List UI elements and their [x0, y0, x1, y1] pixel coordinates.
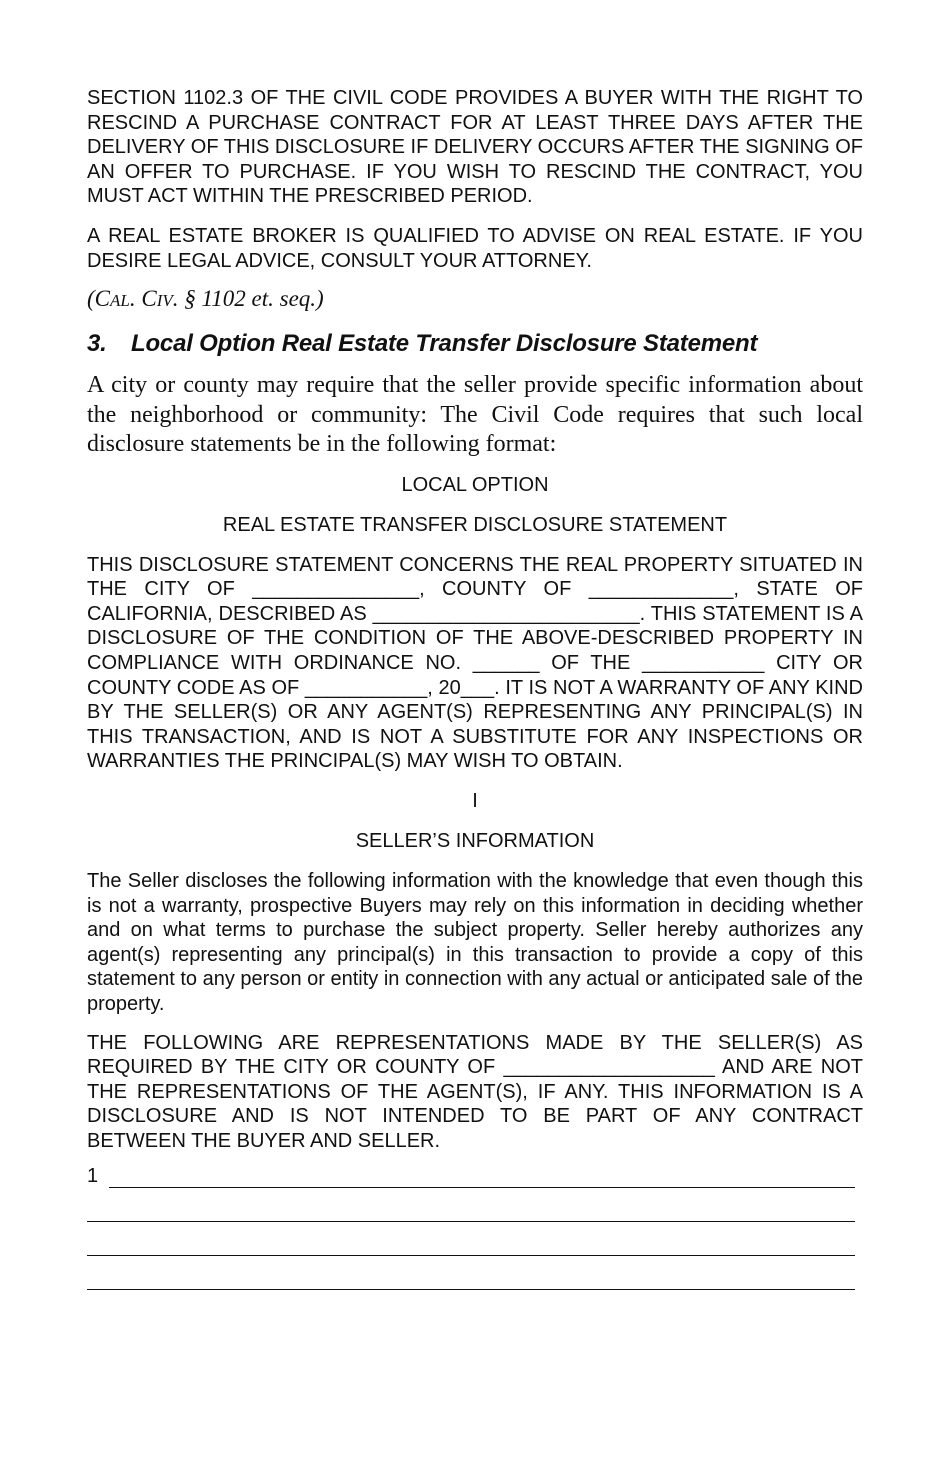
answer-rule[interactable] — [87, 1201, 855, 1222]
citation-smallcaps-iv: IV — [156, 291, 173, 311]
answer-line-3[interactable] — [87, 1232, 863, 1256]
answer-rule[interactable] — [87, 1235, 855, 1256]
seller-disclosure-paragraph: The Seller discloses the following information with the knowledge that even though this is not a warranty, prospective Buyers may rely on this information in deciding whether and on what terms to purchase the subject property. Seller hereby authorizes any agent(s) representing any principal(s) in this transaction to provide a copy of this statement to any person or entity in connection with any actual or anticipated sale of the property. — [87, 870, 864, 1016]
item-number: 1 — [87, 1164, 99, 1187]
form-title-line2: REAL ESTATE TRANSFER DISCLOSURE STATEMENT — [222, 513, 728, 536]
citation-smallcaps-al: AL — [110, 291, 130, 311]
citation-rest: . § 1102 et. seq.) — [172, 286, 324, 312]
statute-citation — [87, 285, 863, 315]
answer-rule[interactable] — [109, 1167, 855, 1188]
form-concerns-paragraph: THIS DISCLOSURE STATEMENT CONCERNS THE REAL PROPERTY SITUATED IN THE CITY OF _______________, COUNTY OF _____________, STATE OF CALIFORNIA, DESCRIBED AS ________________________. THIS STATEMENT IS A DISCLOSURE OF THE CONDITION OF THE ABOVE-DESCRIBED PROPERTY IN COMPLIANCE WITH ORDINANCE NO. ______ OF THE ___________ CITY OR COUNTY CODE AS OF ___________, 20___. IT IS NOT A WARRANTY OF ANY KIND BY THE SELLER(S) OR ANY AGENT(S) REPRESENTING ANY PRINCIPAL(S) IN THIS TRANSACTION, AND IS NOT A SUBSTITUTE FOR ANY INSPECTIONS OR WARRANTIES THE PRINCIPAL(S) MAY WISH TO OBTAIN. — [87, 553, 863, 773]
section-number: 3. — [87, 330, 107, 358]
answer-line-1[interactable] — [87, 1164, 863, 1188]
answer-line-4[interactable] — [87, 1266, 863, 1290]
section-heading — [87, 329, 863, 359]
section-intro: A city or county may require that the seller provide specific information about the neighborhood or community: The Civil Code requires that such local disclosure statements be in the following format: — [87, 372, 863, 457]
document-page — [87, 86, 863, 1290]
rescission-paragraph: SECTION 1102.3 OF THE CIVIL CODE PROVIDES A BUYER WITH THE RIGHT TO RESCIND A PURCHASE CONTRACT FOR AT LEAST THREE DAYS AFTER THE DELIVERY OF THIS DISCLOSURE IF DELIVERY OCCURS AFTER THE SIGNING OF AN OFFER TO PURCHASE. IF YOU WISH TO RESCIND THE CONTRACT, YOU MUST ACT WITHIN THE PRESCRIBED PERIOD. — [87, 87, 863, 208]
citation-dot: . C — [129, 286, 157, 312]
part-title: SELLER’S INFORMATION — [355, 829, 595, 852]
answer-rule[interactable] — [87, 1269, 855, 1290]
answer-line-2[interactable] — [87, 1198, 863, 1222]
form-title-line1: LOCAL OPTION — [401, 474, 549, 497]
part-numeral: I — [472, 789, 478, 812]
citation-open: (C — [87, 286, 110, 312]
section-title: Local Option Real Estate Transfer Disclosure Statement — [131, 330, 758, 358]
representations-paragraph: THE FOLLOWING ARE REPRESENTATIONS MADE BY THE SELLER(S) AS REQUIRED BY THE CITY OR COUNTY OF ___________________ AND ARE NOT THE REPRESENTATIONS OF THE AGENT(S), IF ANY. THIS INFORMATION IS A DISCLOSURE AND IS NOT INTENDED TO BE PART OF ANY CONTRACT BETWEEN THE BUYER AND SELLER. — [87, 1031, 863, 1153]
broker-advice-paragraph: A REAL ESTATE BROKER IS QUALIFIED TO ADVISE ON REAL ESTATE. IF YOU DESIRE LEGAL ADVICE, CONSULT YOUR ATTORNEY. — [87, 224, 863, 272]
